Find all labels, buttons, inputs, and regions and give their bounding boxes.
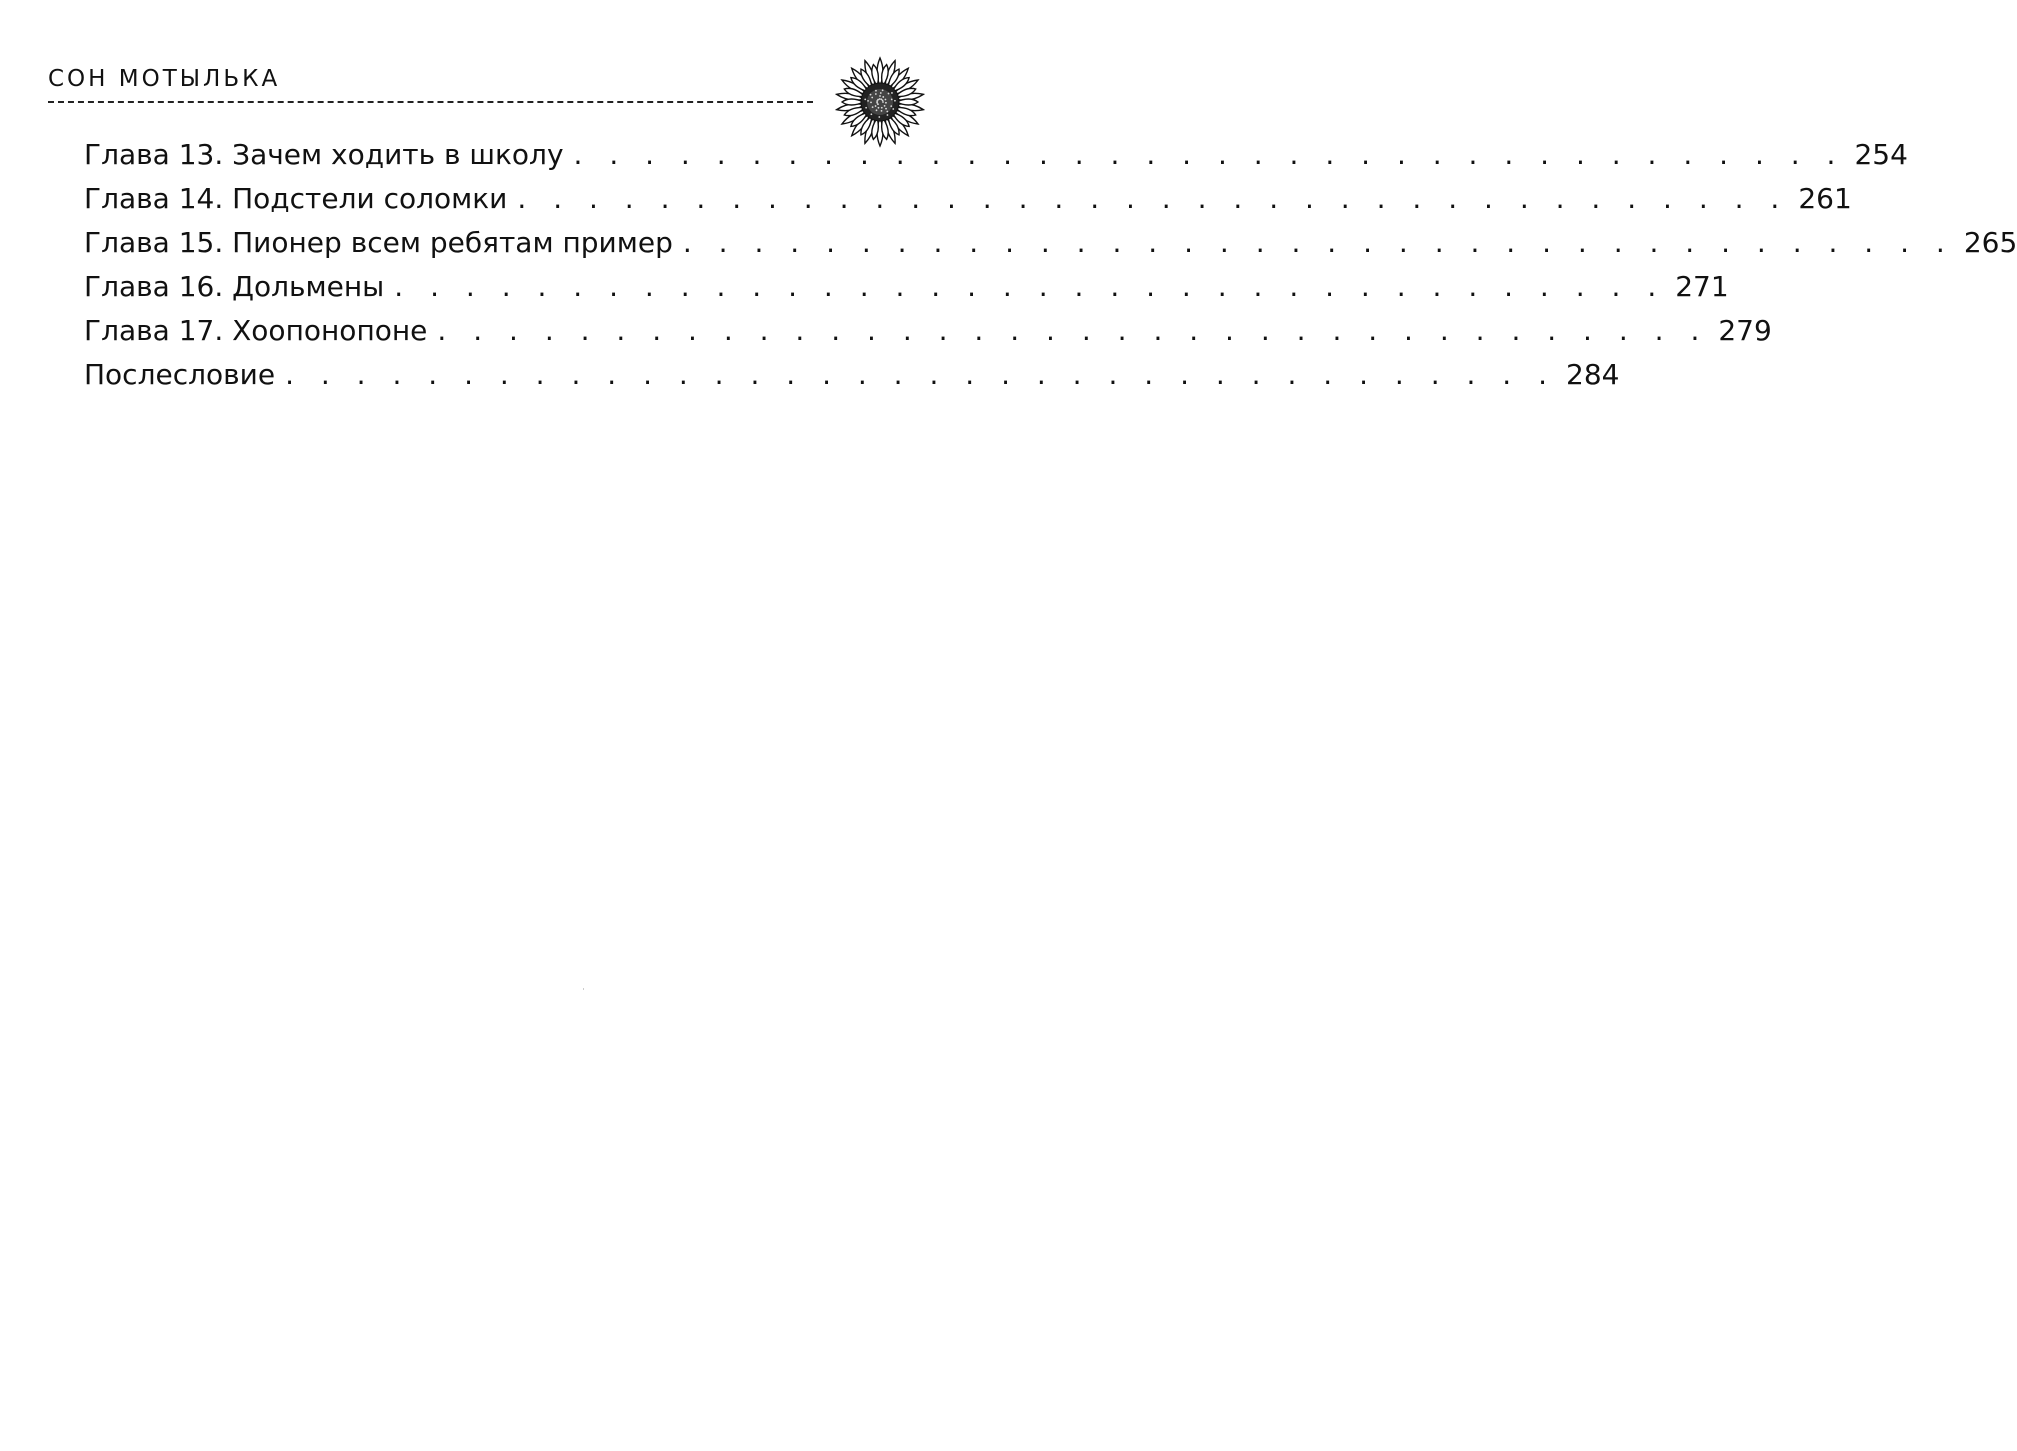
- header-dashed-rule: [48, 101, 813, 103]
- toc-page-number: 254: [1854, 138, 1908, 171]
- toc-dot-leader: . . . . . . . . . . . . . . . . . . . . . . . . . . . . . . . . . . . .: [394, 270, 1666, 303]
- toc-entry[interactable]: [84, 177, 1852, 221]
- toc-entry[interactable]: [84, 265, 1729, 309]
- toc-entry[interactable]: [84, 309, 1772, 353]
- toc-entry-title: Глава 13. Зачем ходить в школу: [84, 138, 564, 171]
- toc-entry[interactable]: [84, 353, 1620, 397]
- toc-entry-title: Глава 17. Хоопонопоне: [84, 314, 428, 347]
- toc-entry-title: Послесловие: [84, 358, 276, 391]
- toc-entry[interactable]: [84, 221, 2017, 265]
- toc-page-number: 265: [1963, 226, 2017, 259]
- toc-dot-leader: . . . . . . . . . . . . . . . . . . . . . . . . . . . . . . . . . . . .: [437, 314, 1709, 347]
- toc-dot-leader: . . . . . . . . . . . . . . . . . . . . . . . . . . . . . . . . . . . .: [517, 182, 1789, 215]
- toc-dot-leader: . . . . . . . . . . . . . . . . . . . . . . . . . . . . . . . . . . . .: [573, 138, 1845, 171]
- running-head: СОН МОТЫЛЬКА: [48, 66, 281, 92]
- toc-page-number: 261: [1798, 182, 1852, 215]
- toc-page-number: 271: [1675, 270, 1729, 303]
- toc-entry[interactable]: [84, 133, 1908, 177]
- toc-entry-title: Глава 16. Дольмены: [84, 270, 385, 303]
- toc-page-number: 284: [1566, 358, 1620, 391]
- toc-dot-leader: . . . . . . . . . . . . . . . . . . . . . . . . . . . . . . . . . . . .: [682, 226, 1954, 259]
- toc-page-number: 279: [1718, 314, 1772, 347]
- scan-speck: [583, 988, 584, 990]
- table-of-contents: [84, 133, 2017, 397]
- toc-entry-title: Глава 15. Пионер всем ребятам пример: [84, 226, 673, 259]
- toc-dot-leader: . . . . . . . . . . . . . . . . . . . . . . . . . . . . . . . . . . . .: [285, 358, 1556, 391]
- toc-entry-title: Глава 14. Подстели соломки: [84, 182, 508, 215]
